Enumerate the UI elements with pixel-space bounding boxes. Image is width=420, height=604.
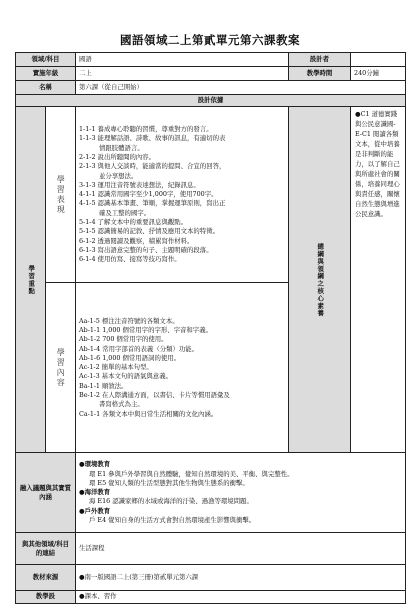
issue-item: ●海洋教育 <box>79 488 111 497</box>
lesson-plan-table <box>15 52 406 604</box>
equipment-value: ●課本、習作 <box>76 591 406 603</box>
name-value: 第六課（從自己開始） <box>76 81 406 95</box>
row-grade <box>16 67 406 81</box>
issue-item: 環 E5 覺知人類的生活型態對其他生物與生態系的衝擊。 <box>89 478 249 487</box>
core-competency-content: ●C1 道德實踐與公民意識國-E-C1 閱讀各類文本，從中培養是非判斷的能力，以了解自己與所處社會的關係，培養同理心與責任感，關懷自然生態與增進公民意識。 <box>351 107 406 453</box>
time-label: 教學時間 <box>289 67 351 81</box>
content-label <box>46 283 76 453</box>
performance-item: 1-1-1 養成專心聆聽的習慣，尊重對方的發言。 <box>79 125 213 134</box>
field-label: 領域/科目 <box>16 53 76 67</box>
page-title: 國語領域二上第貳單元第六課教案 <box>120 33 300 47</box>
grade-value: 二上 <box>76 67 289 81</box>
core-competency-text: 總綱與領綱之核心素養 <box>316 242 325 317</box>
performance-item: 5-1-5 認識簡易的記敘、抒情及應用文本的特徵。 <box>79 227 219 236</box>
row-materials <box>16 565 406 591</box>
performance-item: 情跟肢體語言。 <box>99 143 144 152</box>
materials-label: 教材來源 <box>16 565 76 591</box>
content-list <box>76 283 289 453</box>
performance-item: 2-1-3 與他人交談時，能適當的提問、合宜的回答， <box>79 162 226 171</box>
content-item: Ac-1-3 基本文句的語氣與意義。 <box>79 372 172 381</box>
connect-value: 生活課程 <box>76 533 406 565</box>
content-item: Ac-1-2 簡單的基本句型。 <box>79 363 153 372</box>
content-item: Ab-1-6 1,000 個常用語詞的使用。 <box>79 353 181 362</box>
performance-item: 3-1-3 運用注音符號表達想法，紀錄訊息。 <box>79 180 200 189</box>
equipment-label: 教學設 <box>16 591 76 603</box>
content-item: Ab-1-4 常用字部首的表義（分類）功能。 <box>79 344 199 353</box>
materials-value: ●南一版國語二上(第三冊)第貳單元第六課 <box>76 565 406 591</box>
content-item: Ca-1-1 各類文本中與日常生活相關的文化內涵。 <box>79 409 218 418</box>
issue-item: ●戶外教育 <box>79 506 111 515</box>
designer-label: 設計者 <box>289 53 351 67</box>
issue-item: 環 E1 參與戶外學習與自然體驗，覺知自然環境的美、平衡、與完整性。 <box>89 469 294 478</box>
row-name <box>16 81 406 95</box>
content-item: Ab-1-2 700 個常用字的使用。 <box>79 335 168 344</box>
content-item: Ba-1-1 順敘法。 <box>79 381 128 390</box>
time-value: 240分鐘 <box>351 67 406 81</box>
performance-item: 2-1-2 說出所聽聞的內容。 <box>79 153 156 162</box>
performance-item: 6-1-3 寫出語意完整的句子、主題明確的段落。 <box>79 245 213 254</box>
content-item: Be-1-2 在人際溝通方面，以書信、卡片等慣用語彙及 <box>79 390 230 399</box>
content-item: Aa-1-5 標注注音符號的各類文本。 <box>79 316 179 325</box>
row-issues <box>16 453 406 533</box>
content-item: Ab-1-1 1,000 個常用字的字形、字音和字義。 <box>79 326 212 335</box>
issue-item: 海 E16 認識家鄉的水域或海洋的汙染、過漁等環境問題。 <box>89 497 253 506</box>
performance-item: 5-1-4 了解文本中的重要訊息與觀點。 <box>79 217 188 226</box>
issues-list <box>76 453 406 533</box>
designer-value <box>351 53 406 67</box>
row-connect <box>16 533 406 565</box>
issues-label: 融入議題與其實質內涵 <box>16 453 76 533</box>
field-value: 國語 <box>76 53 289 67</box>
performance-item: 4-1-5 認識基本筆畫、筆順，掌握運筆原則，寫出正 <box>79 199 226 208</box>
row-field <box>16 53 406 67</box>
performance-item: 4-1-1 認識常用國字至少1,000字，使用700字。 <box>79 190 218 199</box>
content-text: 學習內容 <box>56 347 66 388</box>
basis-header: 設計依據 <box>16 95 406 107</box>
performance-list <box>76 107 289 283</box>
performance-item: 6-1-4 使用仿寫、接寫等技巧寫作。 <box>79 255 181 264</box>
learning-focus-label <box>16 107 46 453</box>
issue-item: ●環境教育 <box>79 460 111 469</box>
issue-item: 戶 E4 覺知自身的生活方式會對自然環境產生影響與衝擊。 <box>89 515 256 524</box>
learning-focus-text: 學習重點 <box>27 264 36 295</box>
row-basis-header <box>16 95 406 107</box>
row-equipment <box>16 591 406 603</box>
core-competency-label <box>289 107 351 453</box>
performance-item: 1-1-3 能理解話語、詩歌、故事的訊息，有適切的表 <box>79 134 226 143</box>
performance-item: 並分享想法。 <box>99 171 138 180</box>
performance-text: 學習表現 <box>56 174 66 215</box>
name-label: 名稱 <box>16 81 76 95</box>
performance-item: 6-1-2 透過閱讀及觀察，積累寫作材料。 <box>79 236 194 245</box>
grade-label: 實施年級 <box>16 67 76 81</box>
connect-label: 與其他領域/科目的連結 <box>16 533 76 565</box>
content-item: 書寫格式為主。 <box>99 400 144 409</box>
row-performance <box>16 107 406 283</box>
performance-item: 確及工整的國字。 <box>99 208 151 217</box>
performance-label <box>46 107 76 283</box>
